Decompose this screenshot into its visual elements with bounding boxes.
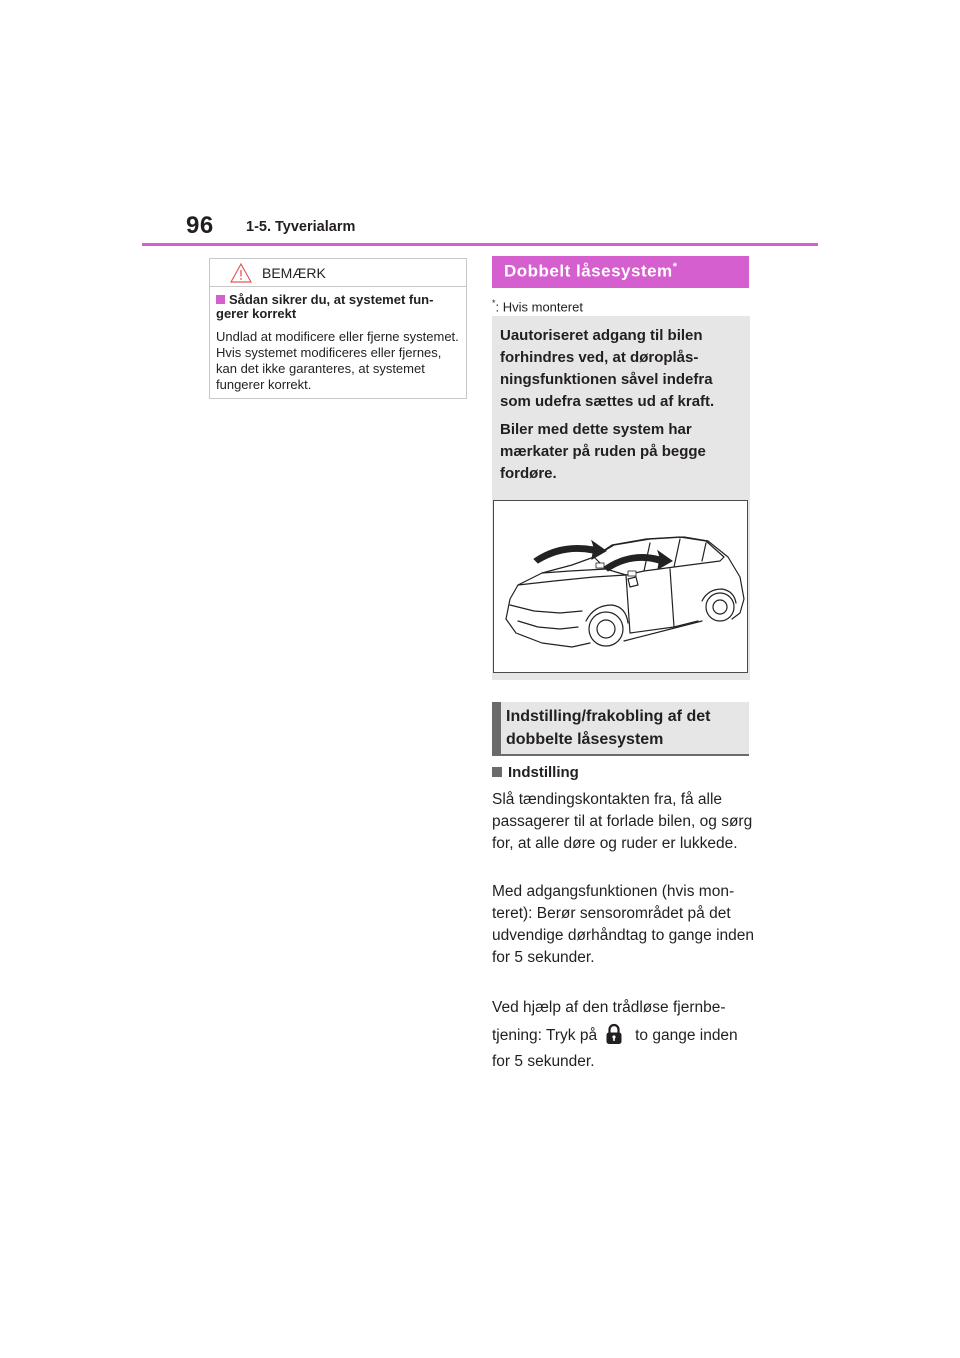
- car-illustration: [494, 501, 747, 672]
- notice-heading: Sådan sikrer du, at systemet fun-gerer korrekt: [216, 292, 434, 321]
- item-heading: Indstilling: [492, 764, 579, 781]
- paragraph-3: [492, 997, 754, 1073]
- info-box: [492, 316, 750, 680]
- double-lock-heading: Dobbelt låsesystem*: [492, 256, 749, 288]
- warning-icon: [230, 263, 252, 283]
- info-text-1: Uautoriseret adgang til bilen forhindres ved, at døroplås-ningsfunktionen såvel indefra som udefra sættes ud af kraft.: [500, 327, 715, 410]
- paragraph-3-line-2: tjening: Tryk på to gange inden: [492, 1023, 754, 1047]
- notice-label: BEMÆRK: [262, 265, 326, 281]
- paragraph-3-line-1: Ved hjælp af den trådløse fjernbe-: [492, 999, 726, 1016]
- notice-box: [209, 258, 467, 399]
- setting-heading: [492, 702, 749, 756]
- lock-icon: [605, 1023, 623, 1045]
- paragraph-2: Med adgangsfunktionen (hvis mon-teret): Berør sensorområdet på det udvendige dørhåndtag to gange inden for 5 sekunder.: [492, 883, 754, 966]
- car-illustration-frame: [493, 500, 748, 673]
- footnote: *: Hvis monteret: [492, 298, 583, 315]
- header-rule: [142, 243, 818, 246]
- square-bullet-icon: [216, 295, 225, 304]
- page-number: 96: [186, 212, 214, 239]
- notice-header: [210, 259, 466, 287]
- section-title: 1-5. Tyverialarm: [246, 219, 356, 235]
- paragraph-3-line-3: for 5 sekunder.: [492, 1053, 595, 1070]
- info-text-2: Biler med dette system har mærkater på ruden på begge fordøre.: [500, 421, 706, 482]
- setting-heading-text: Indstilling/frakobling af det dobbelte låsesystem: [506, 708, 711, 748]
- paragraph-1: Slå tændingskontakten fra, få alle passagerer til at forlade bilen, og sørg for, at alle døre og ruder er lukkede.: [492, 791, 753, 852]
- notice-body: Undlad at modificere eller fjerne systemet. Hvis systemet modificeres eller fjernes, kan det ikke garanteres, at systemet fungerer korrekt.: [216, 329, 459, 392]
- square-bullet-icon: [492, 767, 502, 777]
